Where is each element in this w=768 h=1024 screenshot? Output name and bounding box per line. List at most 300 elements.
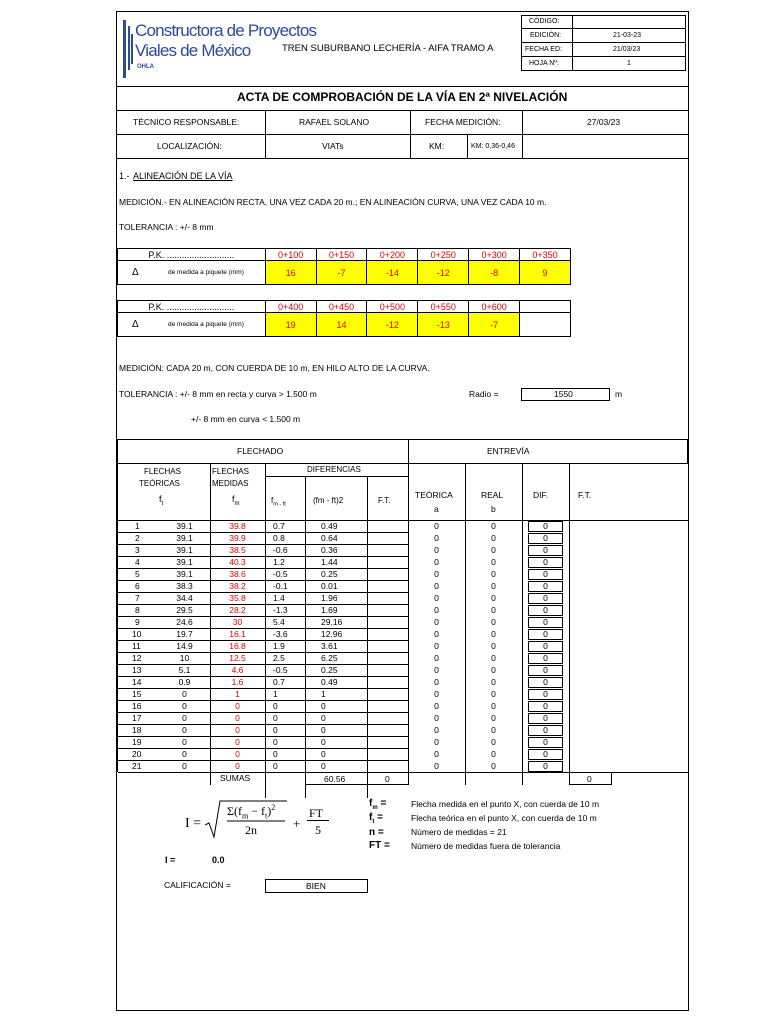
table-cell: 5 xyxy=(135,569,140,579)
table-cell: -3.6 xyxy=(273,629,288,639)
dif-cell-box xyxy=(528,581,563,592)
table-cell: 38.3 xyxy=(176,581,193,591)
legend-FT-sym: FT = xyxy=(369,840,390,851)
dif-cell-box xyxy=(528,701,563,712)
h-real: REAL xyxy=(481,490,504,500)
table-cell: 0 xyxy=(491,701,496,711)
section1-title: ALINEACIÓN DE LA VÍA xyxy=(133,171,233,181)
table-cell: 14 xyxy=(132,677,142,687)
table-cell: 0 xyxy=(182,749,187,759)
table-cell: 30 xyxy=(232,617,243,627)
table-cell: 0 xyxy=(543,653,548,663)
table-cell: 0 xyxy=(273,725,278,735)
table-cell: 0.7 xyxy=(273,521,285,531)
dif-cell-box xyxy=(528,677,563,688)
value-cell: -13 xyxy=(418,313,469,337)
table-cell: 35.8 xyxy=(229,593,246,603)
table-cell: 39.8 xyxy=(229,521,246,531)
formula-numerator: $\Sigma(f_m - f_t)^2$ xyxy=(227,803,276,821)
value-cell: 14 xyxy=(316,313,367,337)
sumas-ft-box xyxy=(367,772,409,785)
delta-label-cell xyxy=(118,261,266,285)
logo-line2: Viales de México xyxy=(135,41,251,60)
formula xyxy=(179,797,359,847)
table-cell: 13 xyxy=(132,665,142,675)
sumas-value: 60.56 xyxy=(324,774,346,784)
table-cell: 15 xyxy=(132,689,142,699)
sumas-label: SUMAS xyxy=(220,773,251,783)
legend-FT-text: Número de medidas fuera de tolerancia xyxy=(411,841,561,851)
table-cell: 18 xyxy=(132,725,142,735)
table-cell: 0 xyxy=(434,761,439,771)
logo-mark-icon xyxy=(123,20,133,78)
table-cell: 1 xyxy=(235,689,240,699)
pk-cell: 0+400 xyxy=(265,301,316,313)
h-ft1: FLECHAS xyxy=(144,467,181,476)
tecnico-label: TÉCNICO RESPONSABLE: xyxy=(133,117,240,127)
flechado-table xyxy=(117,439,688,785)
row-separator xyxy=(117,760,409,761)
table-cell: 0 xyxy=(273,749,278,759)
value-cell: -8 xyxy=(469,261,520,285)
table-cell: 0 xyxy=(434,569,439,579)
pk-cell: 0+250 xyxy=(418,249,469,261)
alineacion-table-1 xyxy=(117,248,571,285)
pk-label: P.K. ........................... xyxy=(118,249,266,261)
row-separator xyxy=(117,628,409,629)
dif-cell-box xyxy=(528,569,563,580)
row-separator xyxy=(117,736,409,737)
table-cell: 0 xyxy=(491,761,496,771)
table-cell: 0 xyxy=(273,701,278,711)
table-cell: 6.25 xyxy=(321,653,338,663)
logo-line1: Constructora de Proyectos xyxy=(135,21,317,40)
section1-number: 1.- xyxy=(119,171,130,181)
row-separator xyxy=(117,556,409,557)
table-cell: 4 xyxy=(135,557,140,567)
value-cell: -7 xyxy=(316,261,367,285)
table-cell: 0 xyxy=(235,725,240,735)
km-label: KM: xyxy=(429,141,445,151)
table-cell: 0 xyxy=(491,617,496,627)
table-cell: 21 xyxy=(132,761,142,771)
h-real-b: b xyxy=(491,504,496,514)
table-cell: 0 xyxy=(434,581,439,591)
entrevia-ft-total: 0 xyxy=(587,774,592,784)
h-teorica: TEÓRICA xyxy=(415,490,453,500)
legend-n-sym: n = xyxy=(369,827,384,838)
table-cell: 0 xyxy=(491,677,496,687)
table-cell: 0 xyxy=(434,641,439,651)
table-cell: 19.7 xyxy=(176,629,193,639)
table-cell: 1.4 xyxy=(273,593,285,603)
legend-n-text: Número de medidas = 21 xyxy=(411,827,507,837)
calificacion-value: BIEN xyxy=(306,881,326,891)
table-cell: 0 xyxy=(434,593,439,603)
table-cell: -1.3 xyxy=(273,605,288,615)
section1-medicion: MEDICIÓN.- EN ALINEACIÓN RECTA, UNA VEZ CADA 20 m.; EN ALINEACIÓN CURVA, UNA VEZ CADA 10 m. xyxy=(119,197,547,207)
table-cell: 1 xyxy=(321,689,326,699)
table-cell: 39.9 xyxy=(229,533,246,543)
localizacion-label: LOCALIZACIÓN: xyxy=(157,141,222,151)
meta-hoja-value: 1 xyxy=(627,60,631,67)
document-title: ACTA DE COMPROBACIÓN DE LA VÍA EN 2ª NIVELACIÓN xyxy=(237,90,568,104)
calificacion-label: CALIFICACIÓN = xyxy=(164,880,231,890)
row-separator xyxy=(117,604,409,605)
h-teorica-a: a xyxy=(434,504,439,514)
table-cell: 0 xyxy=(434,749,439,759)
table-cell: 0 xyxy=(182,761,187,771)
table-cell: 0 xyxy=(235,737,240,747)
table-cell: 12.5 xyxy=(229,653,246,663)
table-cell: 0 xyxy=(543,725,548,735)
radio-label: Radio = xyxy=(469,389,499,399)
row-separator xyxy=(117,664,409,665)
table-cell: 0 xyxy=(434,725,439,735)
table-cell: 0 xyxy=(543,701,548,711)
row-separator xyxy=(117,568,409,569)
value-cell xyxy=(520,313,571,337)
table-cell: 28.2 xyxy=(229,605,246,615)
table-cell: 0 xyxy=(434,713,439,723)
table-cell: 0 xyxy=(543,605,548,615)
formula-ft: FT xyxy=(309,806,324,820)
table-cell: 0 xyxy=(434,533,439,543)
formula-i: I = xyxy=(185,816,202,831)
table-cell: -0.6 xyxy=(273,545,288,555)
table-cell: 29.16 xyxy=(321,617,343,627)
table-cell: 0 xyxy=(543,749,548,759)
table-cell: 6 xyxy=(135,581,140,591)
table-cell: 0 xyxy=(273,737,278,747)
table-cell: 0 xyxy=(543,557,548,567)
table-cell: 0 xyxy=(491,557,496,567)
dif-cell-box xyxy=(528,653,563,664)
document-meta-box xyxy=(521,15,686,71)
km-value: KM: 0,36-0,46 xyxy=(471,143,515,150)
table-cell: 0 xyxy=(543,533,548,543)
delta-symbol: Δ xyxy=(132,267,139,278)
row-separator xyxy=(117,748,409,749)
table-cell: 0 xyxy=(434,605,439,615)
pk-cell: 0+600 xyxy=(469,301,520,313)
h-ft3: $f_t$ xyxy=(159,494,164,507)
table-cell: 0 xyxy=(235,713,240,723)
section2-medicion: MEDICIÓN: CADA 20 m, CON CUERDA DE 10 m, EN HILO ALTO DE LA CURVA. xyxy=(119,363,430,373)
table-cell: 0 xyxy=(491,749,496,759)
table-cell: 0 xyxy=(491,725,496,735)
table-cell: 5.4 xyxy=(273,617,285,627)
table-cell: 0 xyxy=(273,761,278,771)
project-name: TREN SUBURBANO LECHERÍA - AIFA TRAMO A xyxy=(282,43,494,54)
row-separator xyxy=(117,676,409,677)
formula-legend xyxy=(367,798,667,854)
section1-tolerancia: TOLERANCIA : +/- 8 mm xyxy=(119,222,214,232)
pk-cell: 0+300 xyxy=(469,249,520,261)
table-cell: 10 xyxy=(179,653,190,663)
table-cell: 0 xyxy=(434,689,439,699)
table-cell: 24.6 xyxy=(176,617,193,627)
pk-cell: 0+150 xyxy=(316,249,367,261)
table-cell: 39.1 xyxy=(176,545,193,555)
table-cell: 0 xyxy=(321,749,326,759)
row-separator xyxy=(117,616,409,617)
dif-cell-box xyxy=(528,725,563,736)
value-cell: 16 xyxy=(265,261,316,285)
table-cell: 0 xyxy=(434,521,439,531)
row-separator xyxy=(117,532,409,533)
row-separator xyxy=(117,712,409,713)
table-cell: 3 xyxy=(135,545,140,555)
table-cell: 0.25 xyxy=(321,665,338,675)
meta-codigo-label: CÓDIGO: xyxy=(529,18,560,25)
table-cell: 2 xyxy=(135,533,140,543)
table-cell: -0.5 xyxy=(273,569,288,579)
value-cell: -12 xyxy=(418,261,469,285)
delta-label-cell xyxy=(118,313,266,337)
table-cell: 0 xyxy=(182,725,187,735)
table-cell: 0 xyxy=(543,593,548,603)
table-cell: 0 xyxy=(491,581,496,591)
delta-symbol: Δ xyxy=(132,319,139,330)
row-separator xyxy=(117,580,409,581)
flechado-rows xyxy=(117,520,688,772)
table-cell: 10 xyxy=(132,629,142,639)
legend-ft-sym: $f_t$ = xyxy=(369,812,383,825)
i-result-label: I = xyxy=(165,855,176,865)
meta-hoja-label: HOJA Nº: xyxy=(529,60,559,67)
radio-value-box xyxy=(521,388,610,401)
pk-cell xyxy=(520,301,571,313)
localizacion-value: VIATs xyxy=(322,141,344,151)
table-cell: 0 xyxy=(321,725,326,735)
sumas-value-box xyxy=(305,772,368,785)
table-cell: 40.3 xyxy=(229,557,246,567)
flechado-title: FLECHADO xyxy=(237,446,284,456)
dif-cell-box xyxy=(528,761,563,772)
table-cell: 3.61 xyxy=(321,641,338,651)
table-cell: 1.44 xyxy=(321,557,338,567)
table-cell: 0 xyxy=(273,713,278,723)
table-cell: 1.9 xyxy=(273,641,285,651)
dif-cell-box xyxy=(528,593,563,604)
table-cell: 5.1 xyxy=(178,665,191,675)
entrevia-title: ENTREVÍA xyxy=(487,446,530,456)
table-cell: 12.96 xyxy=(321,629,343,639)
h-fm3: $f_m$ xyxy=(232,494,240,507)
pk-cell: 0+550 xyxy=(418,301,469,313)
table-cell: 0 xyxy=(491,713,496,723)
table-cell: 0 xyxy=(434,545,439,555)
dif-cell-box xyxy=(528,629,563,640)
table-cell: 0 xyxy=(491,545,496,555)
value-cell: -12 xyxy=(367,313,418,337)
table-cell: 2.5 xyxy=(273,653,285,663)
table-cell: 39.1 xyxy=(176,533,193,543)
table-cell: 0 xyxy=(543,677,548,687)
table-cell: 0 xyxy=(543,641,548,651)
dif-cell-box xyxy=(528,641,563,652)
table-cell: 0 xyxy=(491,569,496,579)
row-separator xyxy=(117,688,409,689)
entrevia-ft-total-box xyxy=(569,772,612,785)
h-fm2: MEDIDAS xyxy=(212,479,249,488)
alineacion-table-2 xyxy=(117,300,571,337)
table-cell: 7 xyxy=(135,593,140,603)
table-cell: 1.6 xyxy=(231,677,244,687)
radio-unit: m xyxy=(615,389,623,399)
table-cell: 20 xyxy=(132,749,142,759)
h-dif: DIF. xyxy=(533,490,549,500)
table-cell: 0 xyxy=(491,533,496,543)
table-cell: 34.4 xyxy=(176,593,193,603)
legend-fm-sym: $f_m$ = xyxy=(369,798,387,811)
table-cell: 0 xyxy=(491,629,496,639)
row-separator xyxy=(117,592,409,593)
table-cell: 4.6 xyxy=(231,665,244,675)
dif-cell-box xyxy=(528,521,563,532)
h-fm1: FLECHAS xyxy=(212,467,249,476)
value-cell: 19 xyxy=(265,313,316,337)
h-diferencias: DIFERENCIAS xyxy=(307,465,361,474)
legend-fm-text: Flecha medida en el punto X, con cuerda de 10 m xyxy=(411,799,600,809)
section2-tolerancia2: +/- 8 mm en curva < 1.500 m xyxy=(191,414,301,424)
h-d3: F.T. xyxy=(378,496,391,505)
pk-label: P.K. ........................... xyxy=(118,301,266,313)
table-cell: 9 xyxy=(135,617,140,627)
table-cell: 8 xyxy=(135,605,140,615)
table-cell: 0 xyxy=(434,737,439,747)
dif-cell-box xyxy=(528,533,563,544)
table-cell: 0.7 xyxy=(273,677,285,687)
dif-cell-box xyxy=(528,617,563,628)
meta-edicion-value: 21-03-23 xyxy=(613,32,642,39)
table-cell: 0 xyxy=(491,653,496,663)
table-cell: 0 xyxy=(434,557,439,567)
legend-ft-text: Flecha teórica en el punto X, con cuerda de 10 m xyxy=(411,813,597,823)
table-cell: 1.96 xyxy=(321,593,338,603)
table-cell: 1 xyxy=(273,689,278,699)
table-cell: 39.1 xyxy=(176,521,193,531)
table-cell: 0 xyxy=(491,521,496,531)
pk-cell: 0+200 xyxy=(367,249,418,261)
h-d1: $f_{m - ft}$ xyxy=(271,496,286,508)
table-cell: 16.8 xyxy=(229,641,246,651)
table-cell: 0 xyxy=(543,629,548,639)
pk-cell: 0+450 xyxy=(316,301,367,313)
logo-brand: OHLA xyxy=(137,64,154,70)
dif-cell-box xyxy=(528,545,563,556)
table-cell: 0.64 xyxy=(321,533,338,543)
section2-tolerancia1: TOLERANCIA : +/- 8 mm en recta y curva > 1.500 m xyxy=(119,389,317,399)
pk-cell: 0+500 xyxy=(367,301,418,313)
sumas-ft: 0 xyxy=(385,774,390,784)
table-cell: 0 xyxy=(491,689,496,699)
table-cell: 0 xyxy=(182,713,187,723)
row-separator xyxy=(117,724,409,725)
value-cell: -7 xyxy=(469,313,520,337)
table-cell: -0.1 xyxy=(273,581,288,591)
row-separator xyxy=(117,544,409,545)
formula-plus: + xyxy=(293,816,301,831)
table-cell: 17 xyxy=(132,713,142,723)
table-cell: 1 xyxy=(135,521,140,531)
h-ft2: TEÓRICAS xyxy=(139,479,180,488)
table-cell: 0 xyxy=(491,593,496,603)
table-cell: 11 xyxy=(132,641,141,651)
table-cell: -0.5 xyxy=(273,665,288,675)
table-cell: 0 xyxy=(543,617,548,627)
delta-label: de medida a piquete (mm) xyxy=(168,321,244,328)
table-cell: 0 xyxy=(543,569,548,579)
table-cell: 0.49 xyxy=(321,677,338,687)
table-cell: 0 xyxy=(491,641,496,651)
table-cell: 0.49 xyxy=(321,521,338,531)
table-cell: 39.1 xyxy=(176,569,193,579)
dif-cell-box xyxy=(528,737,563,748)
table-cell: 0 xyxy=(543,761,548,771)
table-cell: 0 xyxy=(434,701,439,711)
meta-edicion-label: EDICIÓN: xyxy=(530,32,562,39)
table-cell: 0 xyxy=(543,665,548,675)
table-cell: 0 xyxy=(491,665,496,675)
row-separator xyxy=(117,640,409,641)
radio-value: 1550 xyxy=(554,389,573,399)
table-cell: 0 xyxy=(434,617,439,627)
table-cell: 16 xyxy=(132,701,142,711)
meta-fecha-label: FECHA ED: xyxy=(525,46,562,53)
table-cell: 38.2 xyxy=(229,581,246,591)
table-cell: 0 xyxy=(434,653,439,663)
tecnico-value: RAFAEL SOLANO xyxy=(299,117,370,127)
h-d2: (fm - ft)2 xyxy=(313,496,344,505)
table-cell: 38.5 xyxy=(229,545,246,555)
dif-cell-box xyxy=(528,557,563,568)
calificacion-box xyxy=(265,879,368,893)
table-cell: 19 xyxy=(132,737,142,747)
table-cell: 0 xyxy=(543,713,548,723)
value-cell: -14 xyxy=(367,261,418,285)
pk-cell: 0+100 xyxy=(265,249,316,261)
table-cell: 0 xyxy=(434,665,439,675)
table-cell: 0 xyxy=(543,521,548,531)
table-cell: 0 xyxy=(321,737,326,747)
table-cell: 0 xyxy=(491,605,496,615)
dif-cell-box xyxy=(528,605,563,616)
table-cell: 12 xyxy=(132,653,142,663)
dif-cell-box xyxy=(528,689,563,700)
delta-label: de medida a piquete (mm) xyxy=(168,269,244,276)
table-cell: 0.8 xyxy=(273,533,285,543)
table-cell: 0 xyxy=(543,545,548,555)
table-cell: 29.5 xyxy=(176,605,193,615)
table-cell: 16.1 xyxy=(229,629,246,639)
table-cell: 14.9 xyxy=(176,641,193,651)
fecha-medicion-label: FECHA MEDICIÓN: xyxy=(425,117,501,127)
table-cell: 0 xyxy=(543,689,548,699)
table-cell: 0 xyxy=(182,737,187,747)
table-cell: 0 xyxy=(321,701,326,711)
table-cell: 1.69 xyxy=(321,605,338,615)
dif-cell-box xyxy=(528,749,563,760)
fecha-medicion-value: 27/03/23 xyxy=(587,117,621,127)
table-cell: 0.9 xyxy=(178,677,191,687)
table-cell: 0 xyxy=(434,677,439,687)
table-cell: 0.25 xyxy=(321,569,338,579)
table-cell: 0 xyxy=(321,761,326,771)
table-cell: 1.2 xyxy=(273,557,285,567)
i-result-value: 0.0 xyxy=(212,855,225,865)
